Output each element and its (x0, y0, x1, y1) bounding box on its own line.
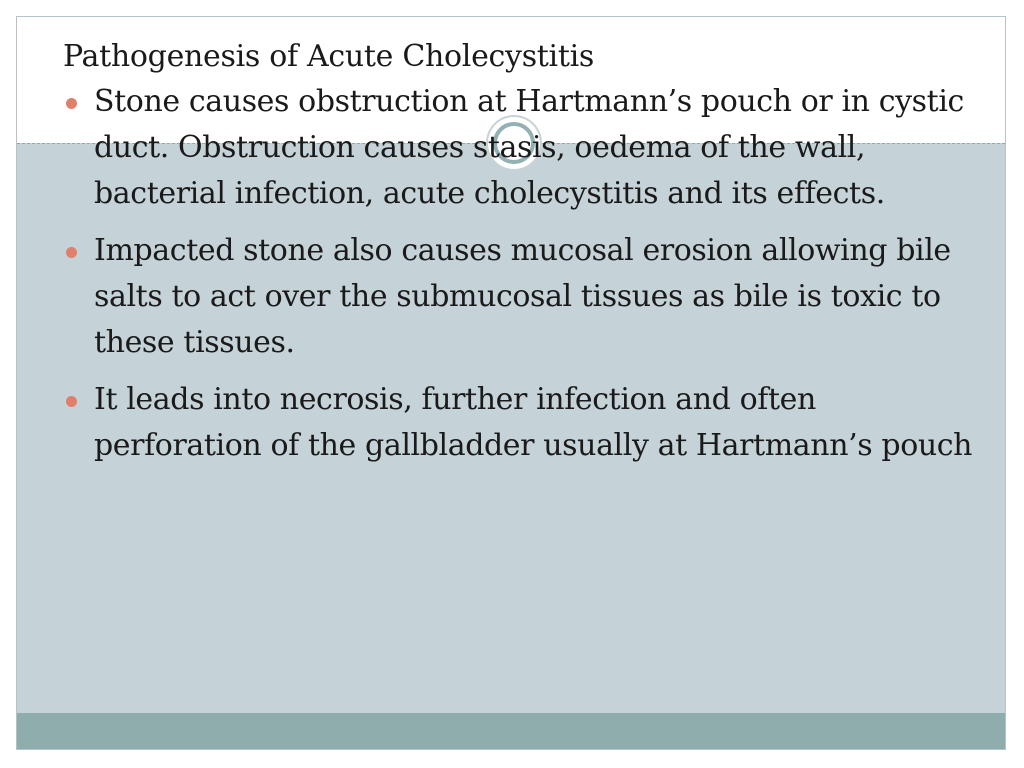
bullet-dot-icon (66, 396, 77, 407)
slide-title: Pathogenesis of Acute Cholecystitis (63, 39, 594, 74)
bullet-text: Stone causes obstruction at Hartmann’s pouch or in cystic duct. Obstruction causes stasis, oedema of the wall, bacterial infection, acute cholecystitis and its effects. (94, 84, 964, 211)
slide (16, 16, 1006, 750)
bullet-dot-icon (66, 98, 77, 109)
bullet-list (63, 79, 973, 469)
bullet-text: It leads into necrosis, further infection and often perforation of the gallbladder usually at Hartmann’s pouch (94, 382, 973, 463)
bullet-text: Impacted stone also causes mucosal erosion allowing bile salts to act over the submucosal tissues as bile is toxic to these tissues. (94, 233, 951, 360)
bullet-item (63, 228, 973, 366)
bullet-item (63, 377, 973, 469)
footer-band (17, 713, 1005, 749)
bullet-dot-icon (66, 247, 77, 258)
slide-content (63, 35, 973, 480)
bullet-item (63, 79, 973, 217)
